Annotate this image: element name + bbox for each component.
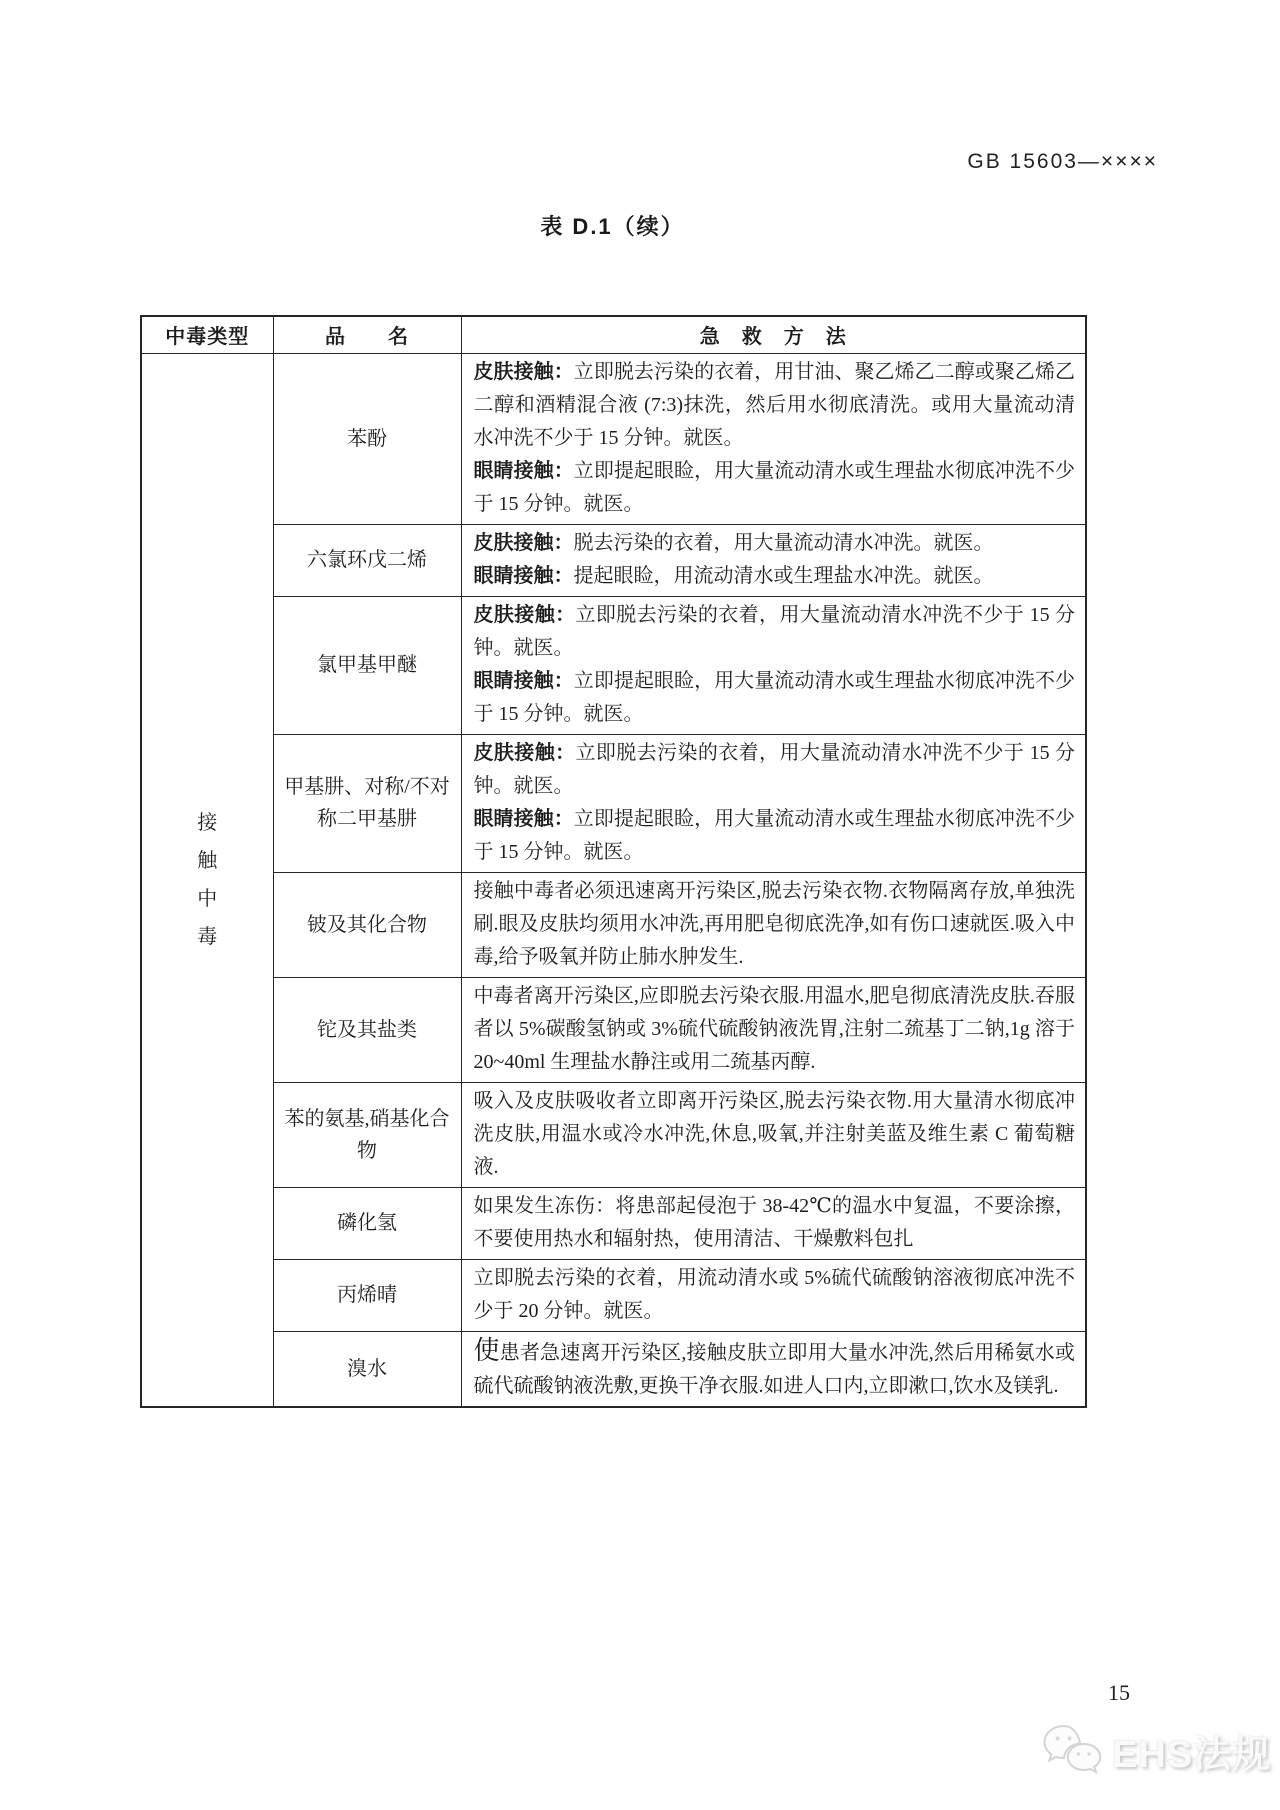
first-aid-paragraph: [474, 1262, 1076, 1328]
contact-type-label: 皮肤接触：: [473, 360, 574, 383]
first-aid-cell: [461, 596, 1086, 734]
first-aid-text: 立即提起眼睑，用大量流动清水或生理盐水彻底冲洗不少于 15 分钟。就医。: [473, 669, 1076, 725]
first-aid-paragraph: [474, 980, 1076, 1079]
first-aid-text: 立即脱去污染的衣着，用大量流动清水冲洗不少于 15 分钟。就医。: [473, 741, 1076, 797]
first-aid-text: 提起眼睑，用流动清水或生理盐水冲洗。就医。: [573, 564, 994, 587]
first-aid-cell: [461, 524, 1086, 596]
first-aid-cell: [461, 1259, 1086, 1331]
col-header-product-name: 品 名: [273, 316, 461, 353]
table-row: [141, 596, 1086, 734]
first-aid-cell: [461, 1187, 1086, 1259]
first-aid-paragraph: [474, 1334, 1076, 1403]
wechat-icon: [1040, 1722, 1104, 1778]
product-name-cell: 苯酚: [273, 353, 461, 524]
watermark-text: EHS法规: [1112, 1733, 1272, 1776]
watermark: [1040, 1722, 1271, 1778]
product-name-cell: 磷化氢: [273, 1187, 461, 1259]
first-aid-text: 立即提起眼睑，用大量流动清水或生理盐水彻底冲洗不少于 15 分钟。就医。: [473, 807, 1076, 863]
first-aid-paragraph: [474, 737, 1076, 803]
contact-type-label: 眼睛接触：: [473, 807, 574, 830]
first-aid-cell: [461, 1082, 1086, 1187]
first-aid-paragraph: [474, 356, 1076, 455]
col-header-poison-type: 中毒类型: [141, 316, 273, 353]
table-row: [141, 524, 1086, 596]
first-aid-paragraph: [474, 599, 1076, 665]
contact-type-label: 皮肤接触：: [473, 741, 576, 764]
poison-type-cell: [141, 353, 273, 1407]
table-row: [141, 353, 1086, 524]
first-aid-paragraph: [474, 803, 1076, 869]
poison-type-char: 触: [197, 849, 218, 872]
product-name-cell: 六氯环戊二烯: [273, 524, 461, 596]
first-aid-cell: [461, 872, 1086, 977]
table-row: [141, 1082, 1086, 1187]
contact-type-label: 眼睛接触：: [473, 459, 574, 482]
first-aid-cell: [461, 977, 1086, 1082]
table-row: [141, 1187, 1086, 1259]
first-aid-paragraph: [474, 1085, 1076, 1184]
first-aid-paragraph: [474, 665, 1076, 731]
poison-type-char: 接: [197, 811, 218, 834]
first-aid-paragraph: [474, 1190, 1076, 1256]
first-aid-text: 接触中毒者必须迅速离开污染区,脱去污染衣物.衣物隔离存放,单独洗刷.眼及皮肤均须用水冲洗,再用肥皂彻底洗净,如有伤口速就医.吸入中毒,给予吸氧并防止肺水肿发生.: [473, 879, 1075, 968]
first-aid-text: 脱去污染的衣着，用大量流动清水冲洗。就医。: [573, 531, 994, 554]
product-name-cell: 溴水: [273, 1331, 461, 1407]
first-aid-cell: [461, 353, 1086, 524]
first-aid-text: 立即脱去污染的衣着，用流动清水或 5%硫代硫酸钠溶液彻底冲洗不少于 20 分钟。就医。: [473, 1266, 1075, 1322]
product-name-cell: 铊及其盐类: [273, 977, 461, 1082]
table-title: 表 D.1（续）: [540, 214, 685, 239]
first-aid-paragraph: [474, 875, 1076, 974]
first-aid-text: 吸入及皮肤吸收者立即离开污染区,脱去污染衣物.用大量清水彻底冲洗皮肤,用温水或冷水冲洗,休息,吸氧,并注射美蓝及维生素 C 葡萄糖液.: [473, 1089, 1075, 1178]
first-aid-text: 立即脱去污染的衣着，用甘油、聚乙烯乙二醇或聚乙烯乙二醇和酒精混合液 (7:3)抹洗，然后用水彻底清洗。或用大量流动清水冲洗不少于 15 分钟。就医。: [473, 360, 1076, 449]
table-row: [141, 1331, 1086, 1407]
contact-type-label: 眼睛接触：: [473, 564, 574, 587]
standard-number: GB 15603—××××: [967, 150, 1158, 173]
product-name-cell: 丙烯晴: [273, 1259, 461, 1331]
contact-type-label: 眼睛接触：: [473, 669, 574, 692]
table-header-row: [141, 316, 1086, 353]
product-name-cell: 苯的氨基,硝基化合物: [273, 1082, 461, 1187]
first-aid-cell: [461, 734, 1086, 872]
product-name-cell: 甲基肼、对称/不对称二甲基肼: [273, 734, 461, 872]
table-row: [141, 872, 1086, 977]
table-row: [141, 1259, 1086, 1331]
first-aid-paragraph: [474, 527, 1076, 560]
first-aid-text: 中毒者离开污染区,应即脱去污染衣服.用温水,肥皂彻底清洗皮肤.吞服者以 5%碳酸氢钠或 3%硫代硫酸钠液洗胃,注射二巯基丁二钠,1g 溶于 20~40ml 生理盐水静注或用二巯基丙醇.: [473, 984, 1075, 1073]
table-row: [141, 977, 1086, 1082]
first-aid-text: 立即提起眼睑，用大量流动清水或生理盐水彻底冲洗不少于 15 分钟。就医。: [473, 459, 1076, 515]
table-row: [141, 734, 1086, 872]
first-aid-paragraph: [474, 455, 1076, 521]
first-aid-table: [140, 315, 1087, 1408]
first-aid-paragraph: [474, 560, 1076, 593]
poison-type-char: 中: [197, 887, 218, 910]
product-name-cell: 铍及其化合物: [273, 872, 461, 977]
first-aid-text: 如果发生冻伤：将患部起侵泡于 38-42℃的温水中复温，不要涂擦，不要使用热水和辐射热，使用清洁、干燥敷料包扎: [473, 1194, 1075, 1250]
first-aid-cell: [461, 1331, 1086, 1407]
product-name-cell: 氯甲基甲醚: [273, 596, 461, 734]
page-number: 15: [1108, 1680, 1130, 1705]
contact-type-label: 皮肤接触：: [473, 531, 574, 554]
first-aid-text: 立即脱去污染的衣着，用大量流动清水冲洗不少于 15 分钟。就医。: [473, 603, 1076, 659]
enlarged-first-character: 使: [473, 1335, 500, 1365]
first-aid-text: 患者急速离开污染区,接触皮肤立即用大量水冲洗,然后用稀氨水或硫代硫酸钠液洗敷,更换干净衣服.如进人口内,立即漱口,饮水及镁乳.: [473, 1341, 1075, 1397]
poison-type-char: 毒: [197, 925, 218, 948]
col-header-first-aid-method: 急 救 方 法: [461, 316, 1086, 353]
contact-type-label: 皮肤接触：: [473, 603, 576, 626]
